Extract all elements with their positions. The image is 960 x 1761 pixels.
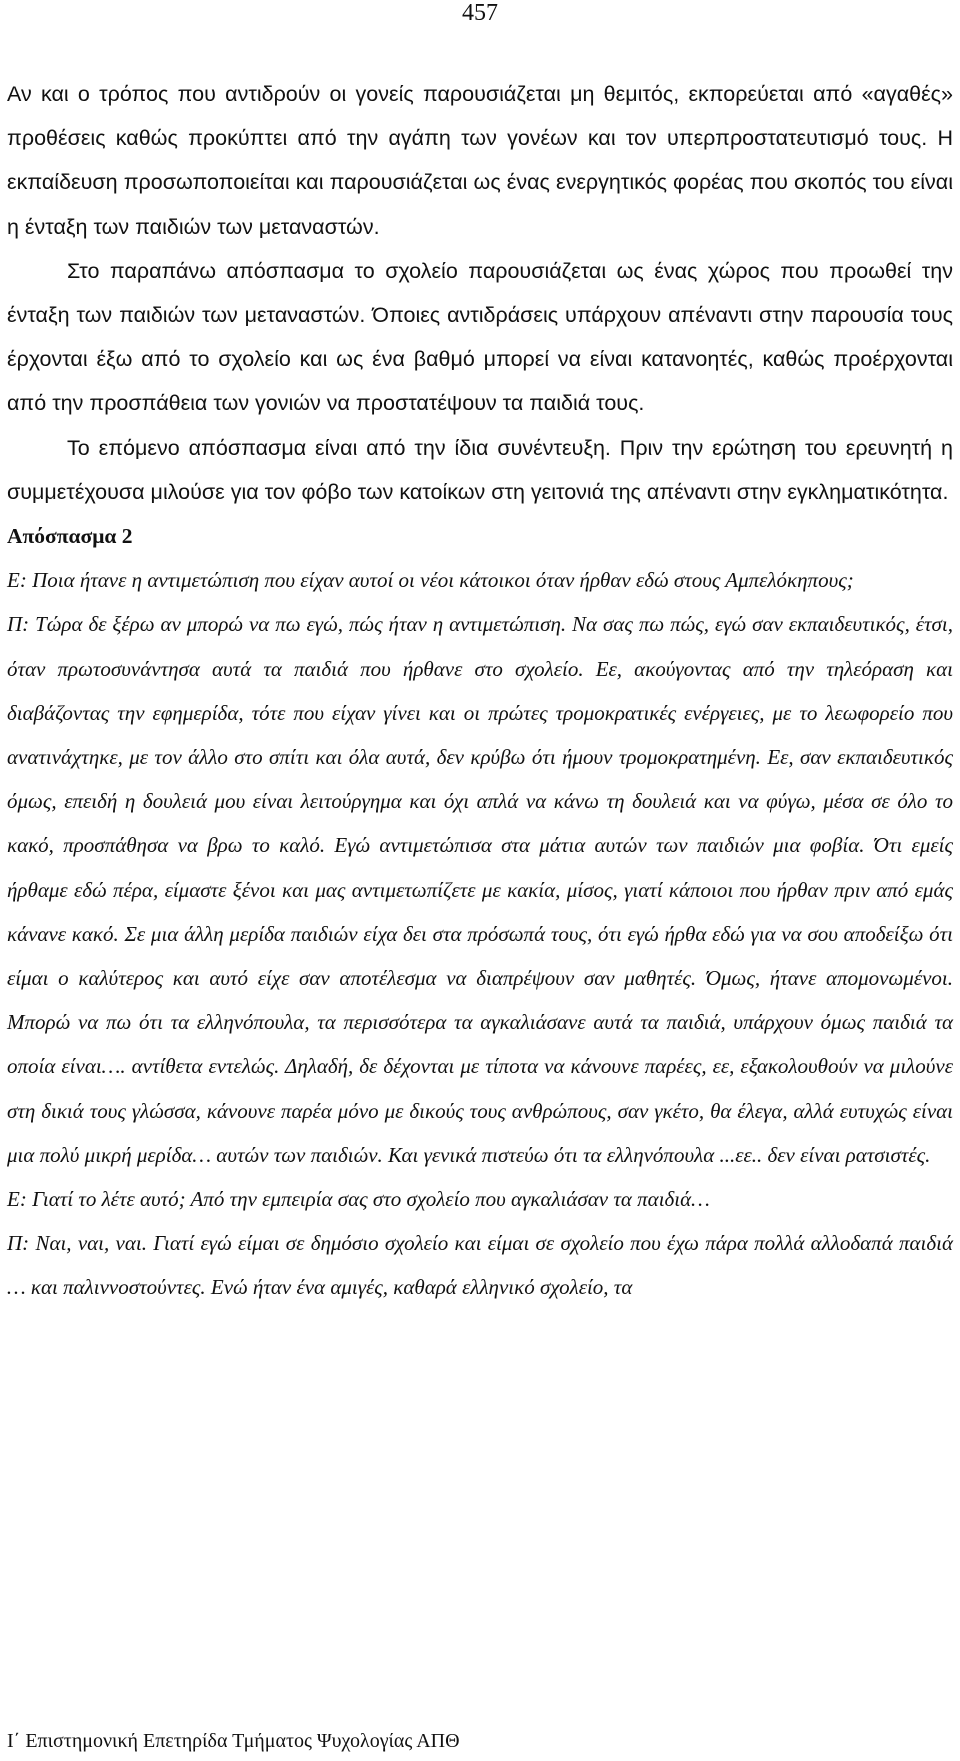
interview-question-1: Ε: Ποια ήτανε η αντιμετώπιση που είχαν αυτοί οι νέοι κάτοικοι όταν ήρθαν εδώ στους Αμπελόκηπους; — [7, 568, 854, 593]
paragraph-next-excerpt: Το επόμενο απόσπασμα είναι από την ίδια συνέντευξη. Πριν την ερώτηση του ερευνητή η συμμετέχουσα μιλούσε για τον φόβο των κατοίκων στη γειτονιά της απέναντι στην εγκληματικότητα. — [7, 435, 953, 504]
interview-question-2: Ε: Γιατί το λέτε αυτό; Από την εμπειρία σας στο σχολείο που αγκαλιάσαν τα παιδιά… — [7, 1187, 710, 1212]
paragraph-intro: Αν και ο τρόπος που αντιδρούν οι γονείς παρουσιάζεται μη θεμιτός, εκπορεύεται από «αγαθές» προθέσεις καθώς προκύπτει από την αγάπη των γονέων και τον υπερπροστατευτισμό τους. Η εκπαίδευση προσωποποιείται και παρουσιάζεται ως ένας ενεργητικός φορέας που σκοπός του είναι η ένταξη των παιδιών των μεταναστών. — [7, 82, 953, 239]
document-body — [7, 72, 953, 1310]
page-number: 457 — [462, 0, 498, 26]
interview-answer-2: Π: Ναι, ναι, ναι. Γιατί εγώ είμαι σε δημόσιο σχολείο και είμαι σε σχολείο που έχω πάρα πολλά αλλοδαπά παιδιά … και παλιννοστούντες. Ενώ ήταν ένα αμιγές, καθαρά ελληνικό σχολείο, τα — [7, 1231, 953, 1300]
excerpt-heading: Απόσπασμα 2 — [7, 524, 133, 549]
interview-answer-1: Π: Τώρα δε ξέρω αν μπορώ να πω εγώ, πώς ήταν η αντιμετώπιση. Να σας πω πώς, εγώ σαν εκπαιδευτικός, έτσι, όταν πρωτοσυνάντησα αυτά τα παιδιά που ήρθανε στο σχολείο. Εε, ακούγοντας από την τηλεόραση και διαβάζοντας την εφημερίδα, τότε που είχαν γίνει και οι πρώτες τρομοκρατικές ενέργειες, με το λεωφορείο που ανατινάχτηκε, με τον άλλο στο σπίτι και όλα αυτά, δεν κρύβω ότι ήμουν τρομοκρατημένη. Εε, σαν εκπαιδευτικός όμως, επειδή η δουλειά μου είναι λειτούργημα και όχι απλά να κάνω τη δουλειά και να φύγω, μέσα σε όλο το κακό, προσπάθησα να βρω το καλό. Εγώ αντιμετώπισα στα μάτια αυτών των παιδιών μια φοβία. Ότι εμείς ήρθαμε εδώ πέρα, είμαστε ξένοι και μας αντιμετωπίζετε με κακία, μίσος, γιατί κάποιοι που ήρθαν πριν από εμάς κάνανε κακό. Σε μια άλλη μερίδα παιδιών είχα δει στα πρόσωπά τους, ότι εγώ ήρθα εδώ για να σου αποδείξω ότι είμαι ο καλύτερος και αυτό είχε σαν αποτέλεσμα να διαπρέψουν σαν μαθητές. Όμως, ήτανε απομονωμένοι. Μπορώ να πω ότι τα ελληνόπουλα, τα περισσότερα τα αγκαλιάσανε αυτά τα παιδιά, υπάρχουν όμως παιδιά τα οποία είναι…. αντίθετα εντελώς. Δηλαδή, δε δέχονται με τίποτα να κάνουνε παρέες, εε, εξακολουθούν να μιλούνε στη δικιά τους γλώσσα, κάνουνε παρέα μόνο με δικούς τους ανθρώπους, σαν γκέτο, θα έλεγα, αλλά ευτυχώς είναι μια πολύ μικρή μερίδα… αυτών των παιδιών. Και γενικά πιστεύω ότι τα ελληνόπουλα ...εε.. δεν είναι ρατσιστές. — [7, 612, 953, 1167]
page-footer: Ι΄ Επιστημονική Επετηρίδα Τμήματος Ψυχολογίας ΑΠΘ — [7, 1730, 460, 1752]
paragraph-analysis: Στο παραπάνω απόσπασμα το σχολείο παρουσιάζεται ως ένας χώρος που προωθεί την ένταξη των παιδιών των μεταναστών. Όποιες αντιδράσεις υπάρχουν απέναντι στην παρουσία τους έρχονται έξω από το σχολείο και ως ένα βαθμό μπορεί να είναι κατανοητές, καθώς προέρχονται από την προσπάθεια των γονιών να προστατέψουν τα παιδιά τους. — [7, 258, 953, 416]
